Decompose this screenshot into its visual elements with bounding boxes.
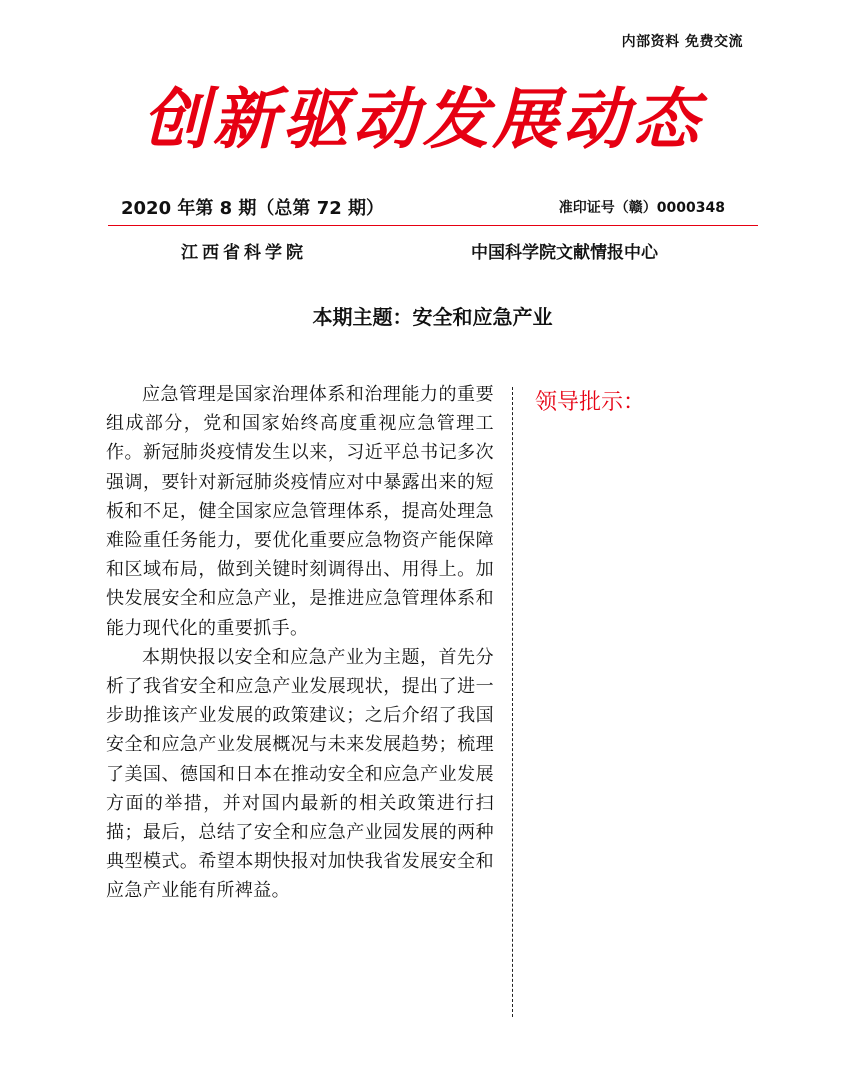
body-paragraph: 本期快报以安全和应急产业为主题，首先分析了我省安全和应急产业发展现状，提出了进一步助推该产业发展的政策建议；之后介绍了我国安全和应急产业发展概况与未来发展趋势；梳理了美国、德国和日本在推动安全和应急产业发展方面的举措，并对国内最新的相关政策进行扫描；最后，总结了安全和应急产业园发展的两种典型模式。希望本期快报对加快我省发展安全和应急产业能有所裨益。 — [106, 646, 494, 902]
masthead-title: 创新驱动发展动态 — [142, 80, 703, 158]
header-rule — [108, 225, 758, 226]
issue-topic: 本期主题：安全和应急产业 — [312, 305, 553, 329]
leader-instructions-label: 领导批示： — [535, 390, 646, 415]
top-note: 内部资料 免费交流 — [621, 34, 743, 50]
issue-number: 2020 年第 8 期（总第 72 期） — [121, 198, 385, 219]
org-publisher: 江西省科学院 — [181, 243, 307, 263]
body-text — [106, 380, 494, 906]
body-paragraph: 应急管理是国家治理体系和治理能力的重要组成部分，党和国家始终高度重视应急管理工作。新冠肺炎疫情发生以来，习近平总书记多次强调，要针对新冠肺炎疫情应对中暴露出来的短板和不足，健全国家应急管理体系，提高处理急难险重任务能力，要优化重要应急物资产能保障和区域布局，做到关键时刻调得出、用得上。加快发展安全和应急产业，是推进应急管理体系和能力现代化的重要抓手。 — [106, 384, 494, 639]
org-co-publisher: 中国科学院文献情报中心 — [471, 243, 658, 263]
column-divider — [512, 387, 513, 1017]
permit-number: 准印证号（赣）0000348 — [558, 200, 725, 216]
